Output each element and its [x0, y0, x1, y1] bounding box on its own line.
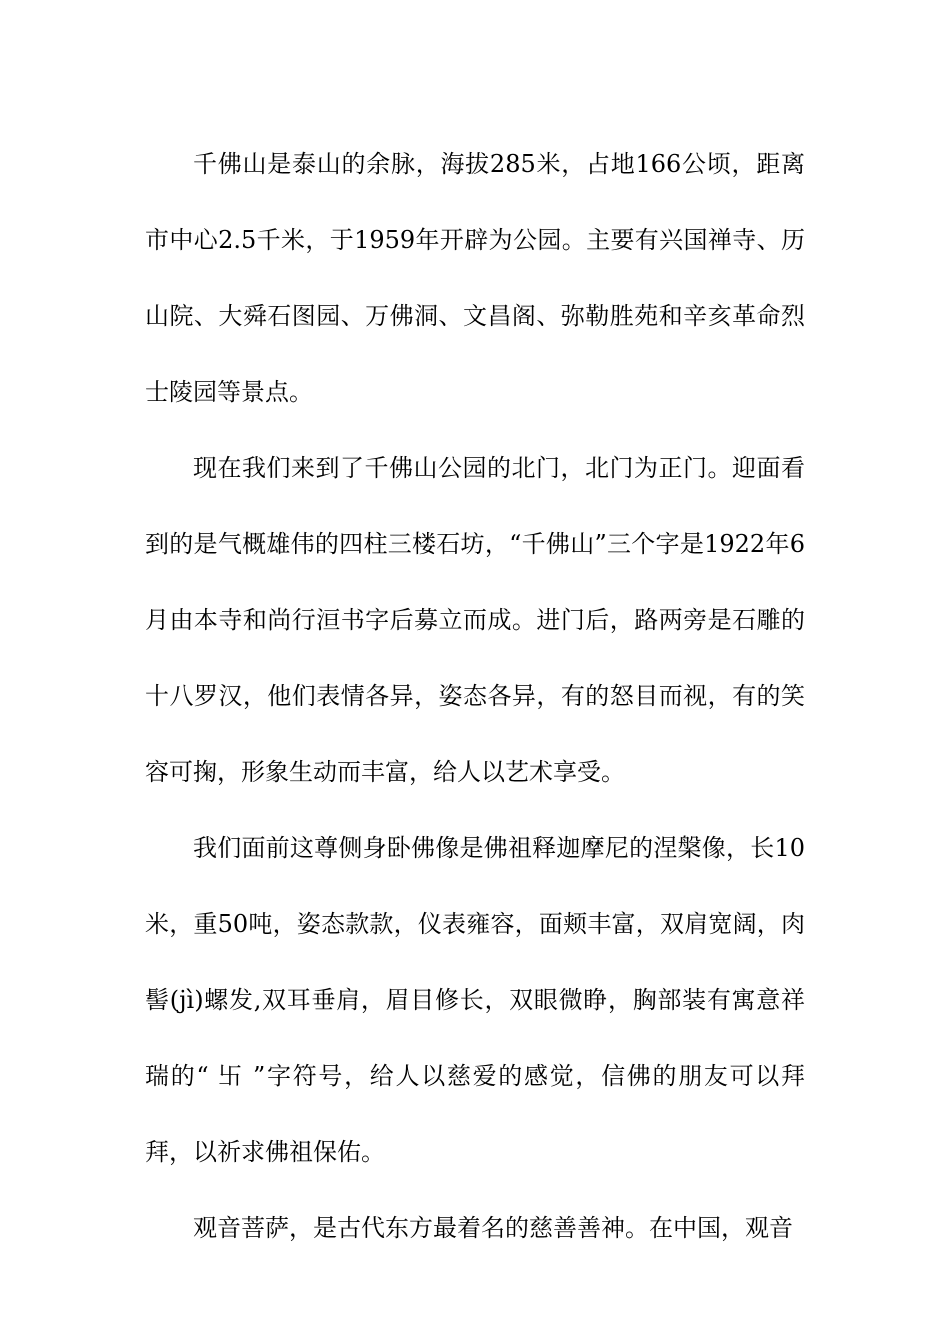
paragraph-guanyin: 观音菩萨，是古代东方最着名的慈善善神。在中国，观音: [193, 1214, 793, 1242]
document-body: [145, 126, 805, 1266]
paragraph-qianfoshan-intro: 千佛山是泰山的余脉，海拔285米，占地166公顷，距离市中心2.5千米，于1959年开辟为公园。主要有兴国禅寺、历山院、大舜石图园、万佛洞、文昌阁、弥勒胜苑和辛亥革命烈士陵园等景点。: [145, 150, 805, 406]
paragraph-north-gate: 现在我们来到了千佛山公园的北门，北门为正门。迎面看到的是气概雄伟的四柱三楼石坊，“千佛山”三个字是1922年6月由本寺和尚行洹书字后募立而成。进门后，路两旁是石雕的十八罗汉，他们表情各异，姿态各异，有的怒目而视，有的笑容可掬，形象生动而丰富，给人以艺术享受。: [145, 454, 805, 786]
paragraph-reclining-buddha: 我们面前这尊侧身卧佛像是佛祖释迦摩尼的涅槃像，长10米，重50吨，姿态款款，仪表雍容，面颊丰富，双肩宽阔，肉髻(jì)螺发,双耳垂肩，眉目修长，双眼微睁，胸部装有寓意祥瑞的“ 卐 ”字符号，给人以慈爱的感觉，信佛的朋友可以拜拜，以祈求佛祖保佑。: [145, 834, 805, 1166]
